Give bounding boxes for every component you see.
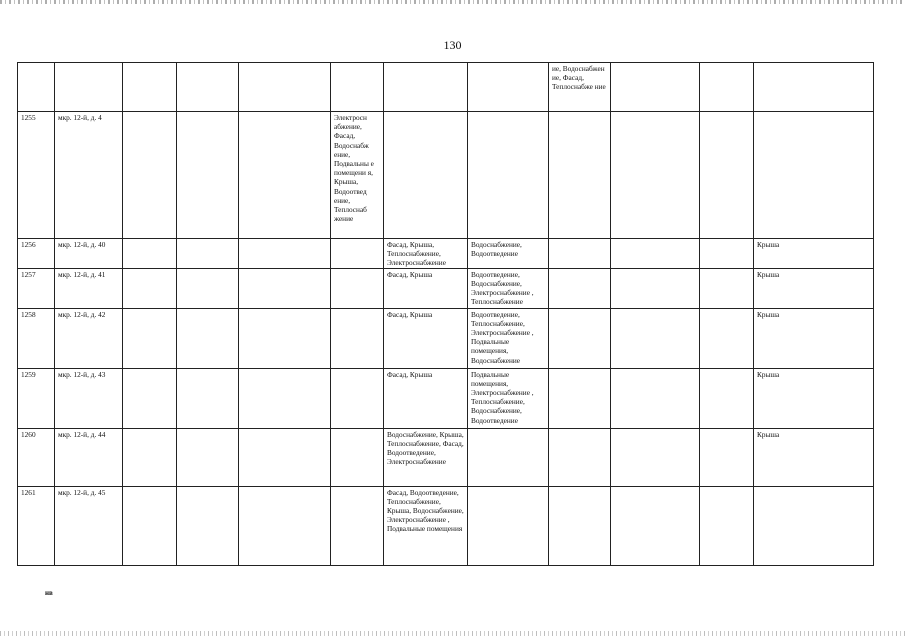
table-cell: Фасад, Крыша, Теплоснабжение, Электроснабжение [384, 239, 468, 269]
table-cell: Крыша [754, 428, 874, 486]
table-cell [177, 368, 239, 428]
table-cell: Водоснабжение, Водоотведение [468, 239, 549, 269]
table-cell: Крыша [754, 308, 874, 368]
table-cell [549, 268, 611, 308]
table-cell [549, 112, 611, 239]
table-cell [177, 486, 239, 565]
table-cell [177, 268, 239, 308]
table-cell: мкр. 12-й, д. 43 [55, 368, 123, 428]
table-cell: мкр. 12-й, д. 45 [55, 486, 123, 565]
table-cell [331, 428, 384, 486]
table-cell [549, 239, 611, 269]
table-cell: Крыша [754, 268, 874, 308]
table-cell [239, 239, 331, 269]
table-cell [611, 112, 700, 239]
table-cell: 1255 [18, 112, 55, 239]
table-cell [549, 486, 611, 565]
table-row [18, 239, 874, 269]
table-row [18, 268, 874, 308]
table-cell [177, 112, 239, 239]
table-cell: 1258 [18, 308, 55, 368]
table-cell: 1261 [18, 486, 55, 565]
table-cell: ие, Водоснабжен ие, Фасад, Теплоснабже ние [549, 63, 611, 112]
table-cell [123, 486, 177, 565]
table-cell: мкр. 12-й, д. 40 [55, 239, 123, 269]
table-cell [384, 63, 468, 112]
table-row [18, 308, 874, 368]
table-cell [18, 63, 55, 112]
table-cell [177, 428, 239, 486]
table-cell: Водоотведение, Водоснабжение, Электроснабжение , Теплоснабжение [468, 268, 549, 308]
table-row [18, 428, 874, 486]
table-cell [239, 63, 331, 112]
data-table [17, 62, 874, 566]
table-cell: 1259 [18, 368, 55, 428]
table-cell [331, 486, 384, 565]
table-cell: Водоснабжение, Крыша, Теплоснабжение, Фасад, Водоотведение, Электроснабжение [384, 428, 468, 486]
footer-mark: нв [45, 589, 53, 597]
table-cell: Водоотведение, Теплоснабжение, Электроснабжение , Подвальные помещения, Водоснабжение [468, 308, 549, 368]
table-cell [331, 308, 384, 368]
table-cell [700, 112, 754, 239]
table-cell [700, 368, 754, 428]
table-cell [468, 63, 549, 112]
table-cell [700, 428, 754, 486]
table-cell [384, 112, 468, 239]
table-cell [177, 239, 239, 269]
table-cell [239, 368, 331, 428]
table-cell [611, 486, 700, 565]
table-cell: Подвальные помещения, Электроснабжение , Теплоснабжение, Водоснабжение, Водоотведение [468, 368, 549, 428]
table-cell: мкр. 12-й, д. 42 [55, 308, 123, 368]
scan-noise-bottom [0, 631, 905, 636]
table-cell [754, 63, 874, 112]
table-cell [754, 112, 874, 239]
table-cell [700, 268, 754, 308]
table-cell [123, 112, 177, 239]
table-cell [611, 268, 700, 308]
table-cell [55, 63, 123, 112]
table-cell [549, 428, 611, 486]
table-cell [239, 268, 331, 308]
table-row [18, 486, 874, 565]
table-cell [700, 486, 754, 565]
table-cell [549, 368, 611, 428]
table-cell [331, 239, 384, 269]
table-cell [468, 112, 549, 239]
table-cell [549, 308, 611, 368]
table-row [18, 368, 874, 428]
table-cell: Крыша [754, 239, 874, 269]
table-cell [331, 63, 384, 112]
table-cell: 1260 [18, 428, 55, 486]
table-cell [611, 308, 700, 368]
table-cell [611, 428, 700, 486]
table-cell: Электросн абжение, Фасад, Водоснабж ение, Подвальны е помещени я, Крыша, Водоотвед ение, Теплоснаб жение [331, 112, 384, 239]
table-cell [239, 308, 331, 368]
table-cell [239, 112, 331, 239]
table-cell: Фасад, Крыша [384, 368, 468, 428]
table-cell [123, 428, 177, 486]
table-cell [468, 486, 549, 565]
table-cell [123, 368, 177, 428]
table-cell [331, 368, 384, 428]
scan-noise-top [0, 0, 905, 4]
table-cell: 1256 [18, 239, 55, 269]
table-cell [177, 308, 239, 368]
table-cell [123, 239, 177, 269]
table-cell: 1257 [18, 268, 55, 308]
table-cell [611, 239, 700, 269]
table-cell [611, 368, 700, 428]
table-cell: мкр. 12-й, д. 4 [55, 112, 123, 239]
table-cell [331, 268, 384, 308]
table-cell [700, 308, 754, 368]
table-cell [239, 486, 331, 565]
table-cell [123, 63, 177, 112]
table-cell [123, 268, 177, 308]
table-cell [611, 63, 700, 112]
table-cell: мкр. 12-й, д. 41 [55, 268, 123, 308]
table-cell: мкр. 12-й, д. 44 [55, 428, 123, 486]
table-row [18, 63, 874, 112]
page-number: 130 [443, 38, 462, 52]
table-cell: Фасад, Крыша [384, 268, 468, 308]
table-cell [700, 239, 754, 269]
table-cell: Крыша [754, 368, 874, 428]
table-row [18, 112, 874, 239]
table-cell [468, 428, 549, 486]
table-cell [239, 428, 331, 486]
table-cell [700, 63, 754, 112]
table-cell [754, 486, 874, 565]
table-cell [123, 308, 177, 368]
table-cell [177, 63, 239, 112]
table-cell: Фасад, Водоотведение, Теплоснабжение, Крыша, Водоснабжение, Электроснабжение , Подвальные помещения [384, 486, 468, 565]
table-cell: Фасад, Крыша [384, 308, 468, 368]
